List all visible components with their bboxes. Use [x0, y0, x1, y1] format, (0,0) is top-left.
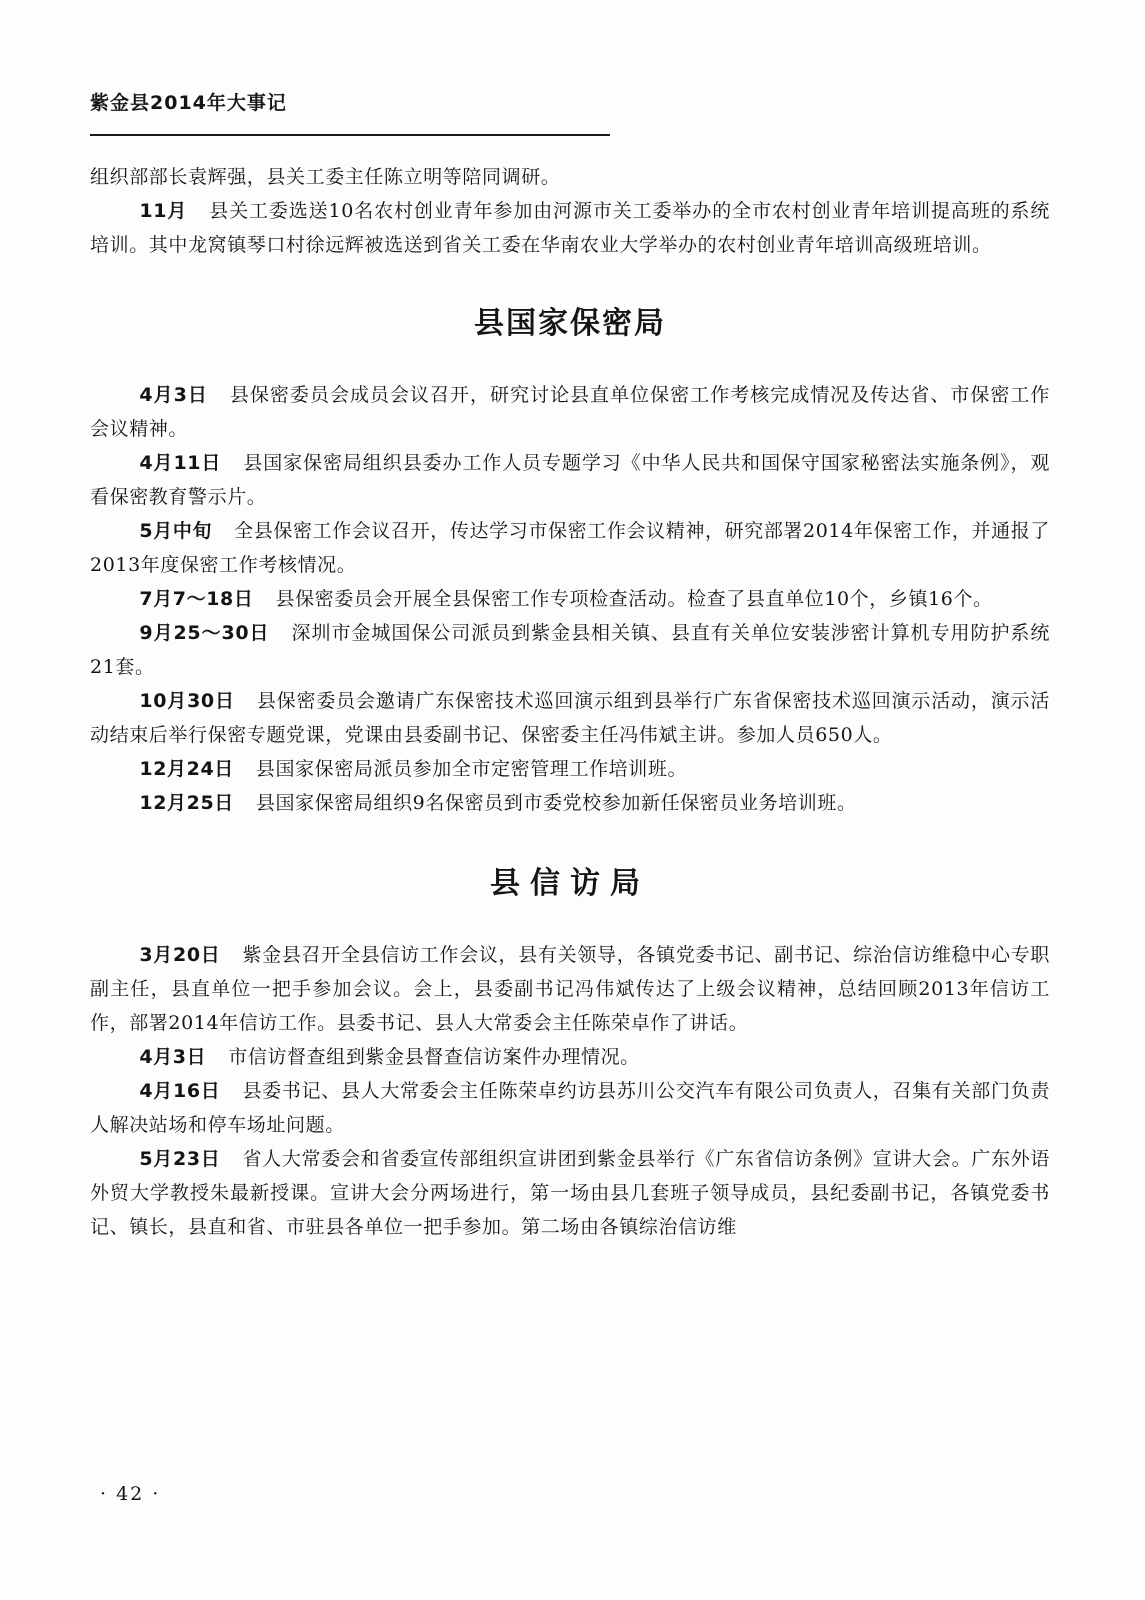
secrecy-entry: [90, 378, 1050, 446]
entry-date: 5月中旬: [139, 520, 213, 542]
entry-text: 县保密委员会开展全县保密工作专项检查活动。检查了县直单位10个，乡镇16个。: [275, 588, 993, 610]
petition-entry: [90, 938, 1050, 1040]
entry-date: 7月7～18日: [139, 588, 254, 610]
entry-text: 县委书记、县人大常委会主任陈荣卓约访县苏川公交汽车有限公司负责人，召集有关部门负责人解决站场和停车场址问题。: [90, 1080, 1050, 1136]
entry-date: 5月23日: [139, 1148, 221, 1170]
secrecy-entry: [90, 684, 1050, 752]
entry-text: 县国家保密局组织县委办工作人员专题学习《中华人民共和国保守国家秘密法实施条例》，观看保密教育警示片。: [90, 452, 1050, 508]
entry-date: 4月11日: [139, 452, 222, 474]
secrecy-entry: [90, 582, 1050, 616]
secrecy-entry: [90, 514, 1050, 582]
entry-date: 12月24日: [139, 758, 234, 780]
entry-date: 4月3日: [139, 1046, 207, 1068]
entry-text: 县国家保密局组织9名保密员到市委党校参加新任保密员业务培训班。: [255, 792, 857, 814]
secrecy-entry: [90, 616, 1050, 684]
entry-text: 全县保密工作会议召开，传达学习市保密工作会议精神，研究部署2014年保密工作，并通报了2013年度保密工作考核情况。: [90, 520, 1051, 576]
page-content: [90, 160, 1050, 1244]
entry-text: 市信访督查组到紫金县督查信访案件办理情况。: [228, 1046, 640, 1068]
running-header-title: 紫金县2014年大事记: [90, 92, 287, 114]
entry-date: 11月: [139, 200, 188, 222]
header-rule: [90, 134, 610, 136]
entry-text: 县关工委选送10名农村创业青年参加由河源市关工委举办的全市农村创业青年培训提高班的系统培训。其中龙窝镇琴口村徐远辉被选送到省关工委在华南农业大学举办的农村创业青年培训高级班培训。: [90, 200, 1050, 256]
entry-date: 4月3日: [139, 384, 208, 406]
entry-date: 12月25日: [139, 792, 234, 814]
entry-text: 县国家保密局派员参加全市定密管理工作培训班。: [255, 758, 688, 780]
secrecy-entry: [90, 786, 1050, 820]
entry-text: 深圳市金城国保公司派员到紫金县相关镇、县直有关单位安装涉密计算机专用防护系统21套。: [90, 622, 1050, 678]
secrecy-entry: [90, 446, 1050, 514]
entry-text: 省人大常委会和省委宣传部组织宣讲团到紫金县举行《广东省信访条例》宣讲大会。广东外语外贸大学教授朱最新授课。宣讲大会分两场进行，第一场由县几套班子领导成员，县纪委副书记，各镇党委书记、镇长，县直和省、市驻县各单位一把手参加。第二场由各镇综治信访维: [90, 1148, 1050, 1238]
petition-entry: [90, 1074, 1050, 1142]
petition-entry: [90, 1040, 1050, 1074]
entry-date: 4月16日: [139, 1080, 221, 1102]
entry-date: 10月30日: [139, 690, 235, 712]
petition-entry: [90, 1142, 1050, 1244]
page-number: · 42 ·: [100, 1483, 161, 1505]
intro-entry: [90, 194, 1050, 262]
entry-date: 9月25～30日: [139, 622, 270, 644]
secrecy-entry: [90, 752, 1050, 786]
intro-continuation: 组织部部长袁辉强，县关工委主任陈立明等陪同调研。: [90, 166, 561, 188]
entry-date: 3月20日: [139, 944, 221, 966]
entry-text: 县保密委员会邀请广东保密技术巡回演示组到县举行广东省保密技术巡回演示活动，演示活动结束后举行保密专题党课，党课由县委副书记、保密委主任冯伟斌主讲。参加人员650人。: [90, 690, 1050, 746]
entry-text: 紫金县召开全县信访工作会议，县有关领导，各镇党委书记、副书记、综治信访维稳中心专职副主任，县直单位一把手参加会议。会上，县委副书记冯伟斌传达了上级会议精神，总结回顾2013年信访工作，部署2014年信访工作。县委书记、县人大常委会主任陈荣卓作了讲话。: [90, 944, 1050, 1034]
section-heading-secrecy-bureau: 县国家保密局: [474, 306, 666, 341]
entry-text: 县保密委员会成员会议召开，研究讨论县直单位保密工作考核完成情况及传达省、市保密工作会议精神。: [90, 384, 1050, 440]
section-heading-petition-bureau: 县信访局: [490, 866, 650, 901]
